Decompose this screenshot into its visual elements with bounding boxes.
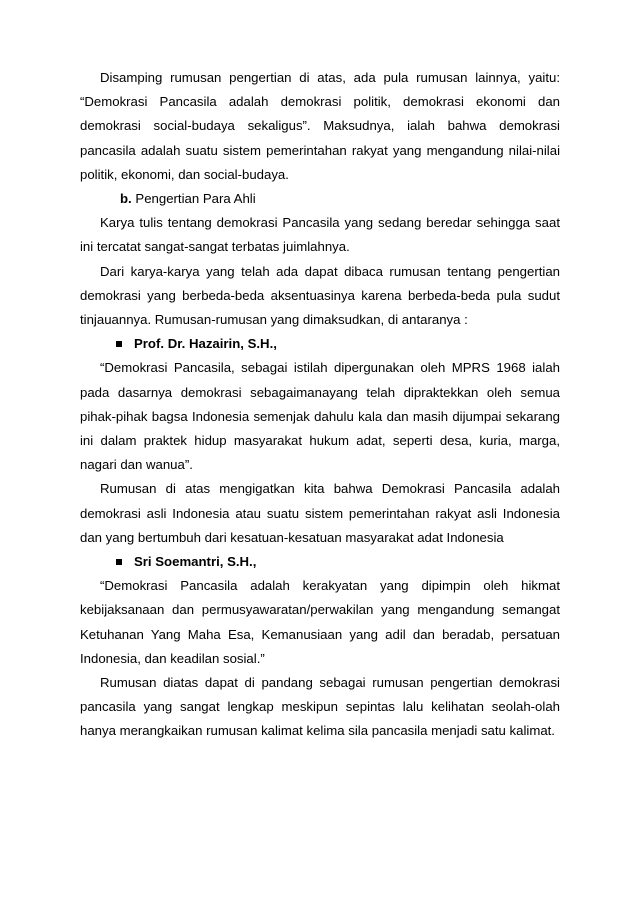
- paragraph-written-works: Karya tulis tentang demokrasi Pancasila yang sedang beredar sehingga saat ini tercatat sangat-sangat terbatas juimlahnya.: [80, 215, 560, 255]
- paragraph-hazairin-commentary: Rumusan di atas mengigatkan kita bahwa Demokrasi Pancasila adalah demokrasi asli Indonesia atau suatu sistem pemerintahan rakyat asli Indonesia dan yang bertumbuh dari kesatuan-kesatuan masyarakat adat Indonesia: [80, 481, 560, 545]
- paragraph-alternative-definition: Disamping rumusan pengertian di atas, ada pula rumusan lainnya, yaitu: “Demokrasi Pancasila adalah demokrasi politik, demokrasi ekonomi dan demokrasi social-budaya sekaligus”. Maksudnya, ialah bahwa demokrasi pancasila adalah suatu sistem pemerintahan rakyat yang mengandung nilai-nilai politik, ekonomi, dan social-budaya.: [80, 70, 560, 182]
- section-title: Pengertian Para Ahli: [135, 191, 256, 207]
- section-letter: b.: [120, 191, 132, 207]
- expert-name: Sri Soemantri, S.H.,: [134, 554, 257, 570]
- expert-item-hazairin: [80, 332, 560, 356]
- expert-item-soemantri: [80, 550, 560, 574]
- document-body: [80, 66, 560, 744]
- paragraph-soemantri-commentary: Rumusan diatas dapat di pandang sebagai rumusan pengertian demokrasi pancasila yang sangat lengkap meskipun sepintas lalu kelihatan seolah-olah hanya merangkaikan rumusan kalimat kelima sila pancasila menjadi satu kalimat.: [80, 675, 560, 739]
- square-bullet-icon: [116, 559, 122, 565]
- section-heading: [80, 187, 560, 211]
- paragraph-hazairin-quote: “Demokrasi Pancasila, sebagai istilah dipergunakan oleh MPRS 1968 ialah pada dasarnya demokrasi sebagaimanayang telah dipraktekkan oleh semua pihak-pihak bagsa Indonesia semenjak dahulu kala dan masih dijumpai sekarang ini dalam praktek hidup masyarakat hukum adat, seperti desa, kuria, marga, nagari dan wanua”.: [80, 360, 560, 473]
- expert-name: Prof. Dr. Hazairin, S.H.,: [134, 336, 277, 352]
- square-bullet-icon: [116, 341, 122, 347]
- paragraph-soemantri-quote: “Demokrasi Pancasila adalah kerakyatan yang dipimpin oleh hikmat kebijaksanaan dan permusyawaratan/perwakilan yang mengandung semangat Ketuhanan Yang Maha Esa, Kemanusiaan yang adil dan beradab, persatuan Indonesia, dan keadilan sosial.”: [80, 578, 560, 666]
- paragraph-various-definitions: Dari karya-karya yang telah ada dapat dibaca rumusan tentang pengertian demokrasi yang berbeda-beda aksentuasinya karena berbeda-beda pula sudut tinjauannya. Rumusan-rumusan yang dimaksudkan, di antaranya :: [80, 263, 560, 328]
